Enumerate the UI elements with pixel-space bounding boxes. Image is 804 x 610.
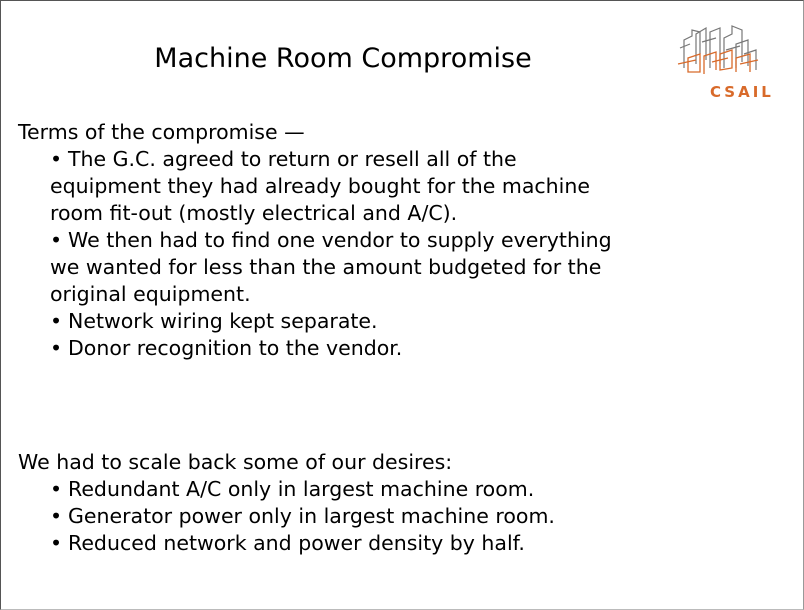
bullet-item bbox=[50, 146, 678, 173]
bullet-item bbox=[50, 530, 678, 557]
section-heading: Terms of the compromise — bbox=[18, 120, 305, 144]
section-scale-back bbox=[18, 449, 678, 557]
bullet-text: Redundant A/C only in largest machine room. bbox=[68, 477, 535, 501]
bullet-text: Donor recognition to the vendor. bbox=[68, 336, 403, 360]
slide-title: Machine Room Compromise bbox=[154, 43, 532, 74]
logo-text: CSAIL bbox=[710, 83, 774, 101]
bullet-glyph: • bbox=[50, 477, 63, 501]
bullet-glyph: • bbox=[50, 336, 63, 360]
bullet-continuation: we wanted for less than the amount budgeted for the bbox=[50, 255, 602, 279]
bullet-item bbox=[50, 308, 678, 335]
bullet-text: The G.C. agreed to return or resell all of the bbox=[68, 147, 517, 171]
bullet-continuation: room fit-out (mostly electrical and A/C). bbox=[50, 201, 458, 225]
bullet-text: Network wiring kept separate. bbox=[68, 309, 378, 333]
bullet-item bbox=[50, 335, 678, 362]
bullet-glyph: • bbox=[50, 228, 63, 252]
bullet-glyph: • bbox=[50, 147, 63, 171]
bullet-item bbox=[50, 503, 678, 530]
bullet-item bbox=[50, 227, 678, 254]
section-heading: We had to scale back some of our desires: bbox=[18, 450, 453, 474]
bullet-text: We then had to find one vendor to supply everything bbox=[68, 228, 612, 252]
csail-logo bbox=[676, 24, 776, 102]
bullet-glyph: • bbox=[50, 309, 63, 333]
bullet-glyph: • bbox=[50, 531, 63, 555]
bullet-list bbox=[18, 146, 678, 362]
bullet-continuation: equipment they had already bought for the machine bbox=[50, 174, 590, 198]
bullet-text: Reduced network and power density by half. bbox=[68, 531, 525, 555]
section-terms bbox=[18, 119, 678, 362]
bullet-item bbox=[50, 476, 678, 503]
bullet-continuation: original equipment. bbox=[50, 282, 251, 306]
csail-logo-mark bbox=[676, 24, 776, 82]
bullet-text: Generator power only in largest machine room. bbox=[68, 504, 555, 528]
bullet-list bbox=[18, 476, 678, 557]
bullet-glyph: • bbox=[50, 504, 63, 528]
